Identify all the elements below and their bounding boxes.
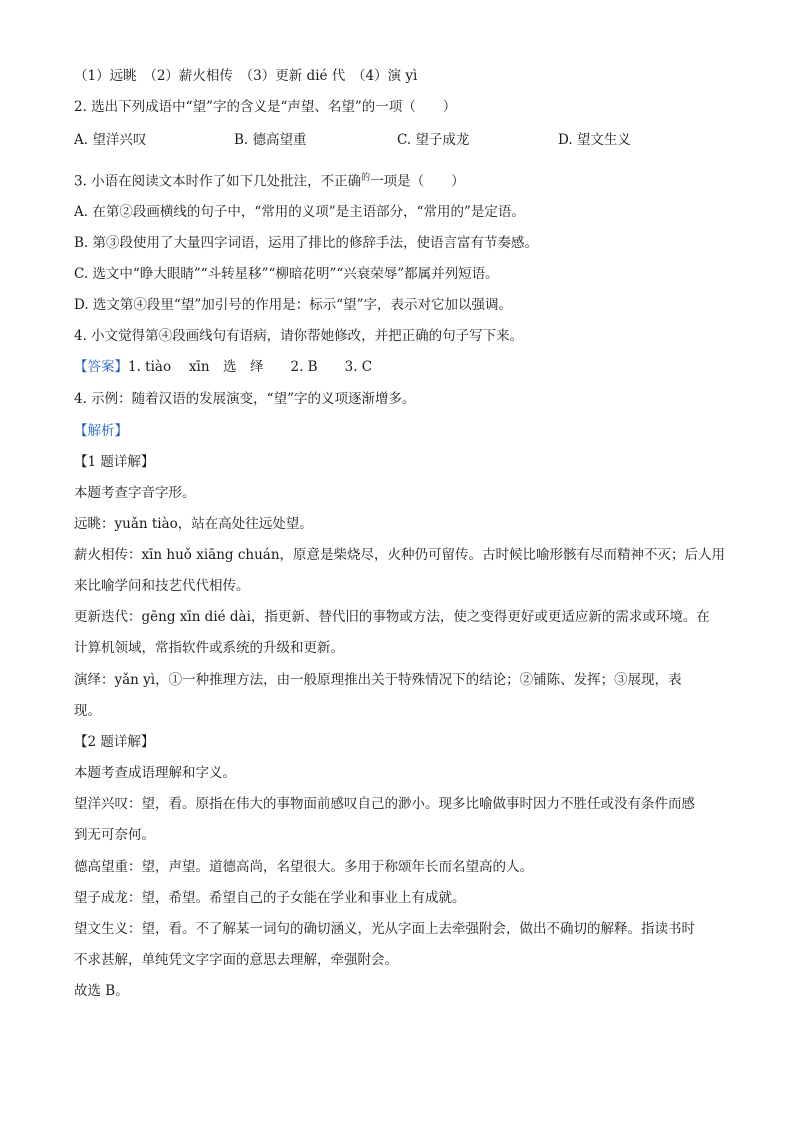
- answer-label: 【答案】: [74, 359, 128, 375]
- q2-options: [74, 130, 724, 150]
- detail2-intro: 本题考查成语理解和字义。: [74, 765, 236, 781]
- answer-line: [74, 357, 372, 377]
- q3-stem-part-a: 3. 小语在阅读文本时作了如下几处批注，不正确: [74, 173, 362, 190]
- q3-stem-mark: 的: [361, 173, 371, 183]
- q3-option-b: B. 第③段使用了大量四字词语，运用了排比的修辞手法，使语言富有节奏感。: [74, 235, 539, 251]
- q2-option-a: A. 望洋兴叹: [74, 132, 147, 148]
- detail1-line: 远眺：yuǎn tiào，站在高处往远处望。: [74, 516, 313, 532]
- q3-stem: [74, 168, 465, 192]
- detail2-line: 望文生义：望，看。不了解某一词句的确切涵义，光从字面上去牵强附会，做出不确切的解释。指读书时: [74, 921, 695, 937]
- detail1-line: 计算机领域，常指软件或系统的升级和更新。: [74, 640, 344, 656]
- detail2-line: 望子成龙：望，希望。希望自己的子女能在学业和事业上有成就。: [74, 890, 466, 906]
- q3-stem-part-b: 一项是（ ）: [370, 173, 465, 190]
- analysis-label: 【解析】: [74, 423, 128, 439]
- detail1-line: 更新迭代：gēng xīn dié dài，指更新、替代旧的事物或方法，使之变得更好或更适应新的需求或环境。在: [74, 609, 710, 625]
- q4-stem: 4. 小文觉得第④段画线句有语病，请你帮她修改，并把正确的句子写下来。: [74, 328, 524, 344]
- q2-option-b: B. 德高望重: [234, 132, 307, 148]
- detail1-heading: 【1 题详解】: [74, 454, 155, 470]
- detail1-line: 来比喻学问和技艺代代相传。: [74, 578, 250, 594]
- detail1-line: 演绎：yǎn yì，①一种推理方法，由一般原理推出关于特殊情况下的结论；②铺陈、发挥；③展现，表: [74, 672, 682, 688]
- q3-option-c: C. 选文中“睁大眼睛”“斗转星移”“柳暗花明”“兴衰荣辱”都属并列短语。: [74, 266, 499, 282]
- detail2-line: 到无可奈何。: [74, 827, 155, 843]
- q2-option-c: C. 望子成龙: [397, 132, 470, 148]
- q2-option-d: D. 望文生义: [558, 132, 631, 148]
- detail1-line: 现。: [74, 703, 101, 719]
- answer-line-2: 4. 示例：随着汉语的发展演变，“望”字的义项逐渐增多。: [74, 391, 416, 407]
- detail2-heading: 【2 题详解】: [74, 734, 155, 750]
- q1-options-line: （1）远眺 （2）薪火相传 （3）更新 dié 代 （4）演 yì: [74, 68, 418, 84]
- detail2-line: 德高望重：望，声望。道德高尚，名望很大。多用于称颂年长而名望高的人。: [74, 859, 533, 875]
- answer-text: 1. tiào xīn 选 绎 2. B 3. C: [128, 359, 373, 375]
- detail1-line: 薪火相传：xīn huǒ xiāng chuán，原意是柴烧尽，火种仍可留传。古时候比喻形骸有尽而精神不灭；后人用: [74, 547, 726, 563]
- q3-option-a: A. 在第②段画横线的句子中，“常用的义项”是主语部分，“常用的”是定语。: [74, 204, 525, 220]
- detail2-line: 望洋兴叹：望，看。原指在伟大的事物面前感叹自己的渺小。现多比喻做事时因力不胜任或没有条件而感: [74, 796, 695, 812]
- q2-stem: 2. 选出下列成语中“望”字的含义是“声望、名望”的一项（ ）: [74, 99, 457, 115]
- detail2-conclusion: 故选 B。: [74, 983, 129, 999]
- detail2-line: 不求甚解，单纯凭文字字面的意思去理解，牵强附会。: [74, 952, 398, 968]
- detail1-intro: 本题考查字音字形。: [74, 485, 196, 501]
- q3-option-d: D. 选文第④段里“望”加引号的作用是：标示“望”字，表示对它加以强调。: [74, 297, 513, 313]
